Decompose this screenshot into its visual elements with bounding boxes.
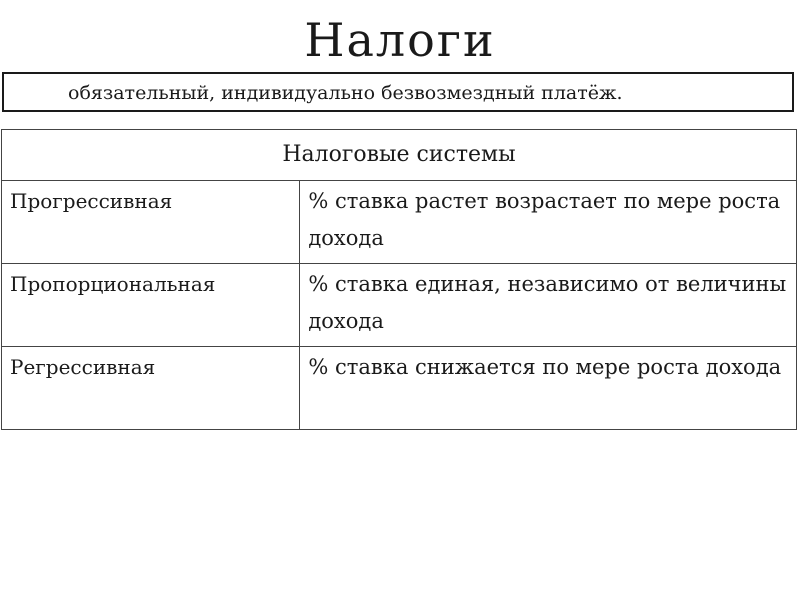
tax-systems-table <box>1 129 797 430</box>
page-title: Налоги <box>304 13 496 67</box>
table-row <box>2 347 797 430</box>
definition-text: обязательный, индивидуально безвозмездный платёж. <box>68 82 623 104</box>
table-header: Налоговые системы <box>2 130 797 181</box>
table-row <box>2 181 797 264</box>
tax-system-description: % ставка единая, независимо от величины дохода <box>300 264 797 347</box>
definition-box <box>2 72 794 112</box>
tax-system-description: % ставка снижается по мере роста дохода <box>300 347 797 430</box>
tax-system-description: % ставка растет возрастает по мере роста дохода <box>300 181 797 264</box>
tax-system-name: Прогрессивная <box>2 181 300 264</box>
table-row <box>2 264 797 347</box>
tax-system-name: Регрессивная <box>2 347 300 430</box>
table-header-row <box>2 130 797 181</box>
tax-system-name: Пропорциональная <box>2 264 300 347</box>
